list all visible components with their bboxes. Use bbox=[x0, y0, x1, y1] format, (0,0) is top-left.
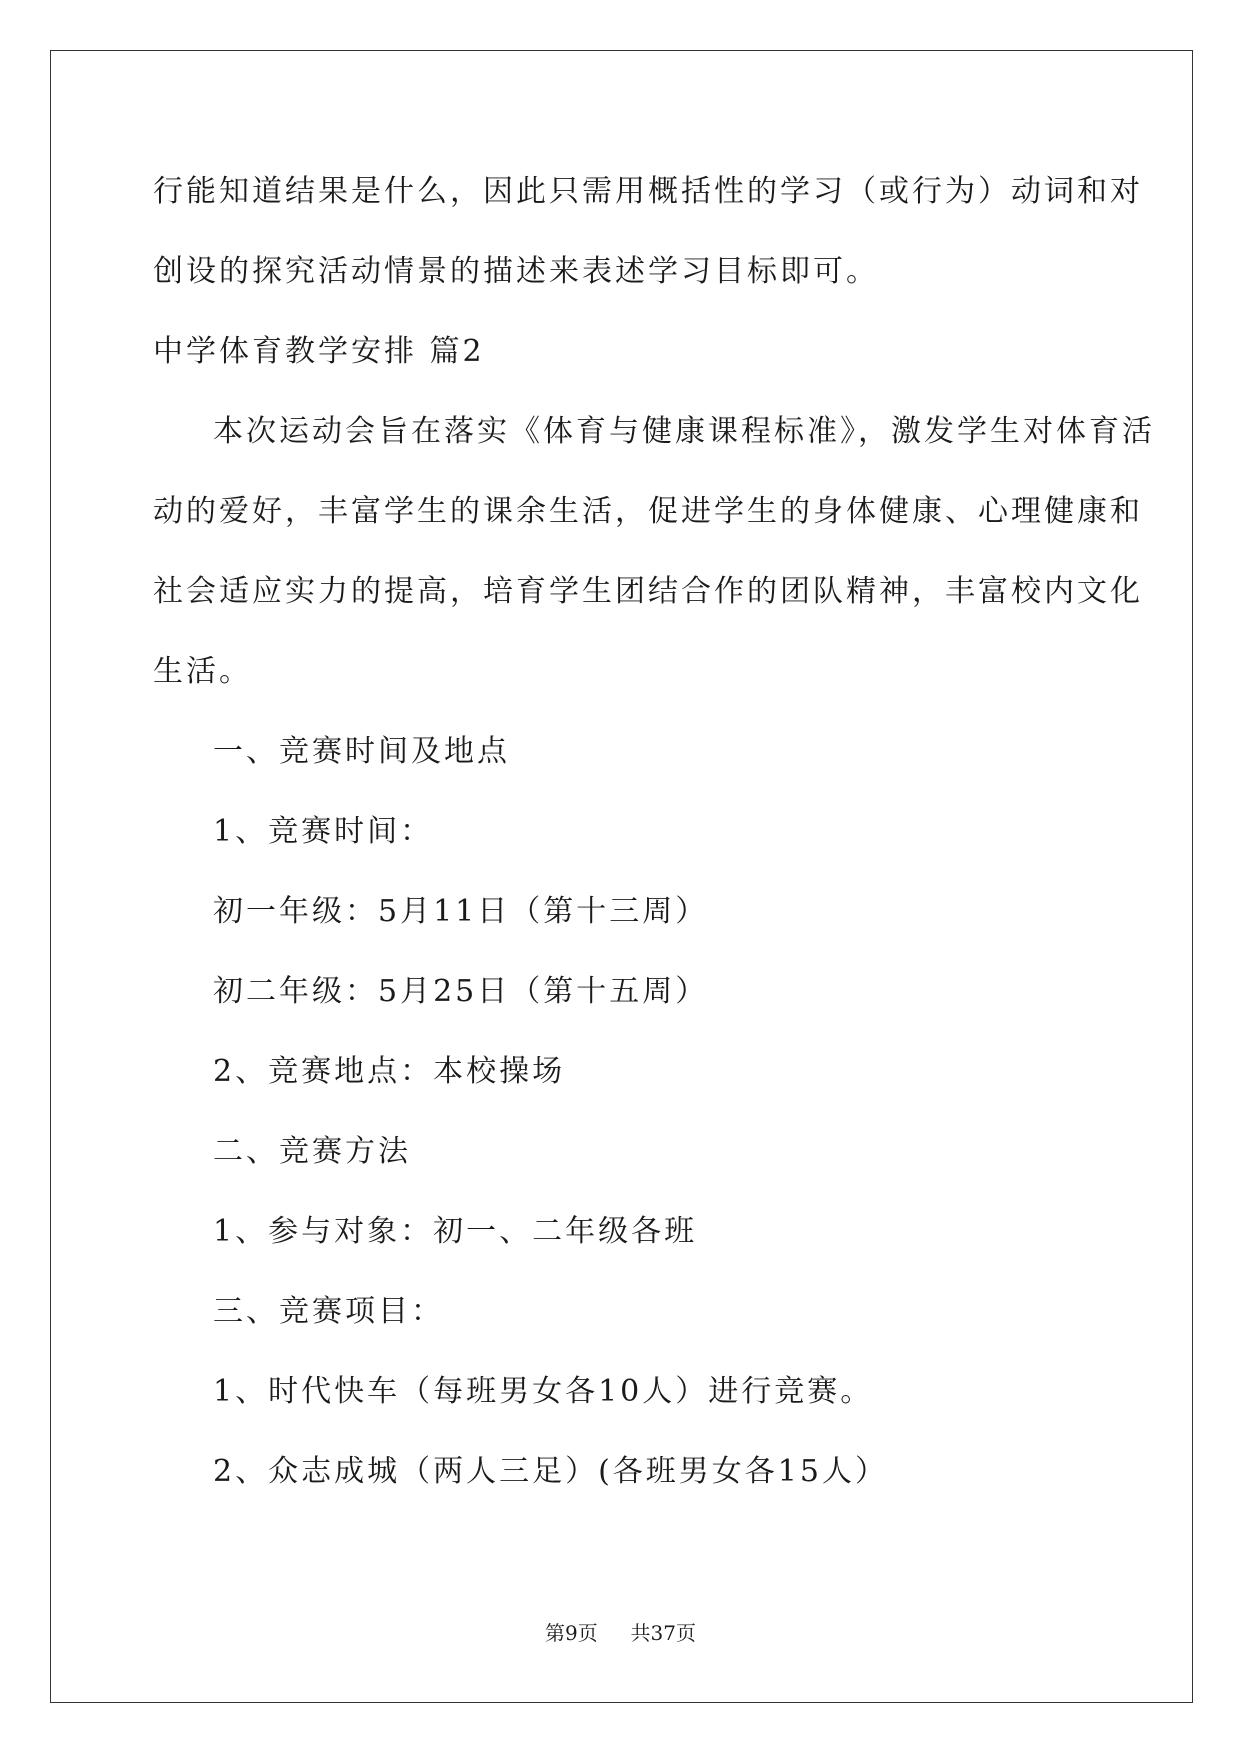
list-item: 1、时代快车（每班男女各10人）进行竞赛。 bbox=[213, 1374, 874, 1409]
section-heading: 中学体育教学安排 篇2 bbox=[153, 334, 485, 369]
body-text-line: 社会适应实力的提高，培育学生团结合作的团队精神，丰富校内文化 bbox=[153, 574, 1143, 609]
list-item: 2、竞赛地点：本校操场 bbox=[213, 1054, 566, 1089]
page-total: 共37页 bbox=[630, 1621, 696, 1645]
body-text-line: 本次运动会旨在落实《体育与健康课程标准》，激发学生对体育活 bbox=[213, 414, 1155, 449]
list-heading: 二、竞赛方法 bbox=[213, 1134, 411, 1169]
list-item: 1、竞赛时间： bbox=[213, 814, 434, 849]
body-text-line: 行能知道结果是什么，因此只需用概括性的学习（或行为）动词和对 bbox=[153, 174, 1143, 209]
body-text-line: 动的爱好，丰富学生的课余生活，促进学生的身体健康、心理健康和 bbox=[153, 494, 1143, 529]
list-item: 1、参与对象：初一、二年级各班 bbox=[213, 1214, 698, 1249]
body-text-line: 创设的探究活动情景的描述来表述学习目标即可。 bbox=[153, 254, 879, 289]
page-footer bbox=[0, 1620, 1241, 1646]
list-heading: 一、竞赛时间及地点 bbox=[213, 734, 510, 769]
list-item: 初一年级：5月11日（第十三周） bbox=[213, 894, 709, 929]
body-text-line: 生活。 bbox=[153, 654, 252, 689]
list-item: 初二年级：5月25日（第十五周） bbox=[213, 974, 709, 1009]
list-item: 2、众志成城（两人三足）(各班男女各15人） bbox=[213, 1454, 888, 1489]
page-number: 第9页 bbox=[545, 1621, 598, 1645]
list-heading: 三、竞赛项目： bbox=[213, 1294, 444, 1329]
